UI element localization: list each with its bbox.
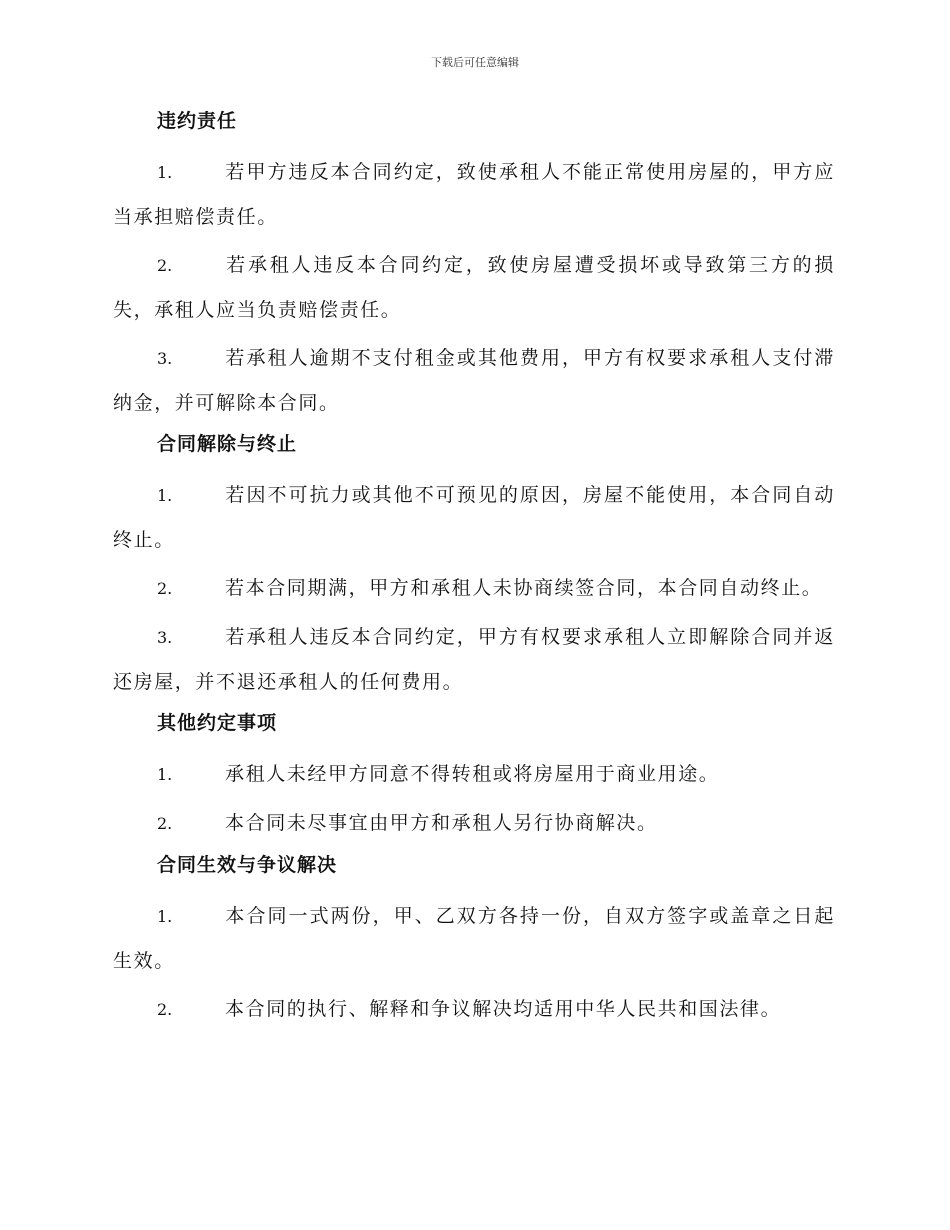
- clause-text: 若承租人逾期不支付租金或其他费用，甲方有权要求承租人支付滞纳金，并可解除本合同。: [113, 347, 835, 414]
- section-heading: 违约责任: [157, 110, 238, 132]
- clause-number: 2.: [157, 579, 173, 598]
- section-heading: 合同解除与终止: [157, 433, 298, 455]
- clause-number: 2.: [157, 1000, 173, 1019]
- clause: [113, 801, 835, 846]
- section-heading: 其他约定事项: [157, 712, 278, 734]
- clause-text: 本合同未尽事宜由甲方和承租人另行协商解决。: [225, 812, 658, 834]
- clause: [113, 894, 835, 983]
- clause-number: 1.: [157, 163, 173, 182]
- clause-number: 1.: [157, 907, 173, 926]
- clause-text: 若承租人违反本合同约定，甲方有权要求承租人立即解除合同并返还房屋，并不退还承租人的任何费用。: [113, 626, 835, 693]
- clause-number: 2.: [157, 256, 173, 275]
- section-heading: 合同生效与争议解决: [157, 854, 338, 876]
- document-body: [113, 106, 835, 1036]
- clause-text: 本合同的执行、解释和争议解决均适用中华人民共和国法律。: [225, 998, 782, 1020]
- clause-text: 承租人未经甲方同意不得转租或将房屋用于商业用途。: [225, 763, 720, 785]
- clause-number: 3.: [157, 628, 173, 647]
- clause: [113, 336, 835, 425]
- clause-text: 若甲方违反本合同约定，致使承租人不能正常使用房屋的，甲方应当承担赔偿责任。: [113, 161, 835, 228]
- clause-number: 3.: [157, 349, 173, 368]
- clause: [113, 150, 835, 239]
- clause-text: 若因不可抗力或其他不可预见的原因，房屋不能使用，本合同自动终止。: [113, 484, 835, 551]
- clause: [113, 243, 835, 332]
- section-termination: [113, 429, 835, 704]
- clause-number: 2.: [157, 814, 173, 833]
- clause-number: 1.: [157, 765, 173, 784]
- clause: [113, 615, 835, 704]
- clause-text: 本合同一式两份，甲、乙双方各持一份，自双方签字或盖章之日起生效。: [113, 905, 835, 972]
- section-effectiveness-disputes: [113, 850, 835, 1032]
- section-breach-liability: [113, 106, 835, 425]
- page-header: 下载后可任意编辑: [431, 56, 519, 69]
- clause-number: 1.: [157, 486, 173, 505]
- section-other-terms: [113, 708, 835, 846]
- clause: [113, 752, 835, 797]
- clause-text: 若本合同期满，甲方和承租人未协商续签合同，本合同自动终止。: [225, 577, 823, 599]
- clause: [113, 566, 835, 611]
- clause: [113, 473, 835, 562]
- clause-text: 若承租人违反本合同约定，致使房屋遭受损坏或导致第三方的损失，承租人应当负责赔偿责任。: [113, 254, 835, 321]
- clause: [113, 987, 835, 1032]
